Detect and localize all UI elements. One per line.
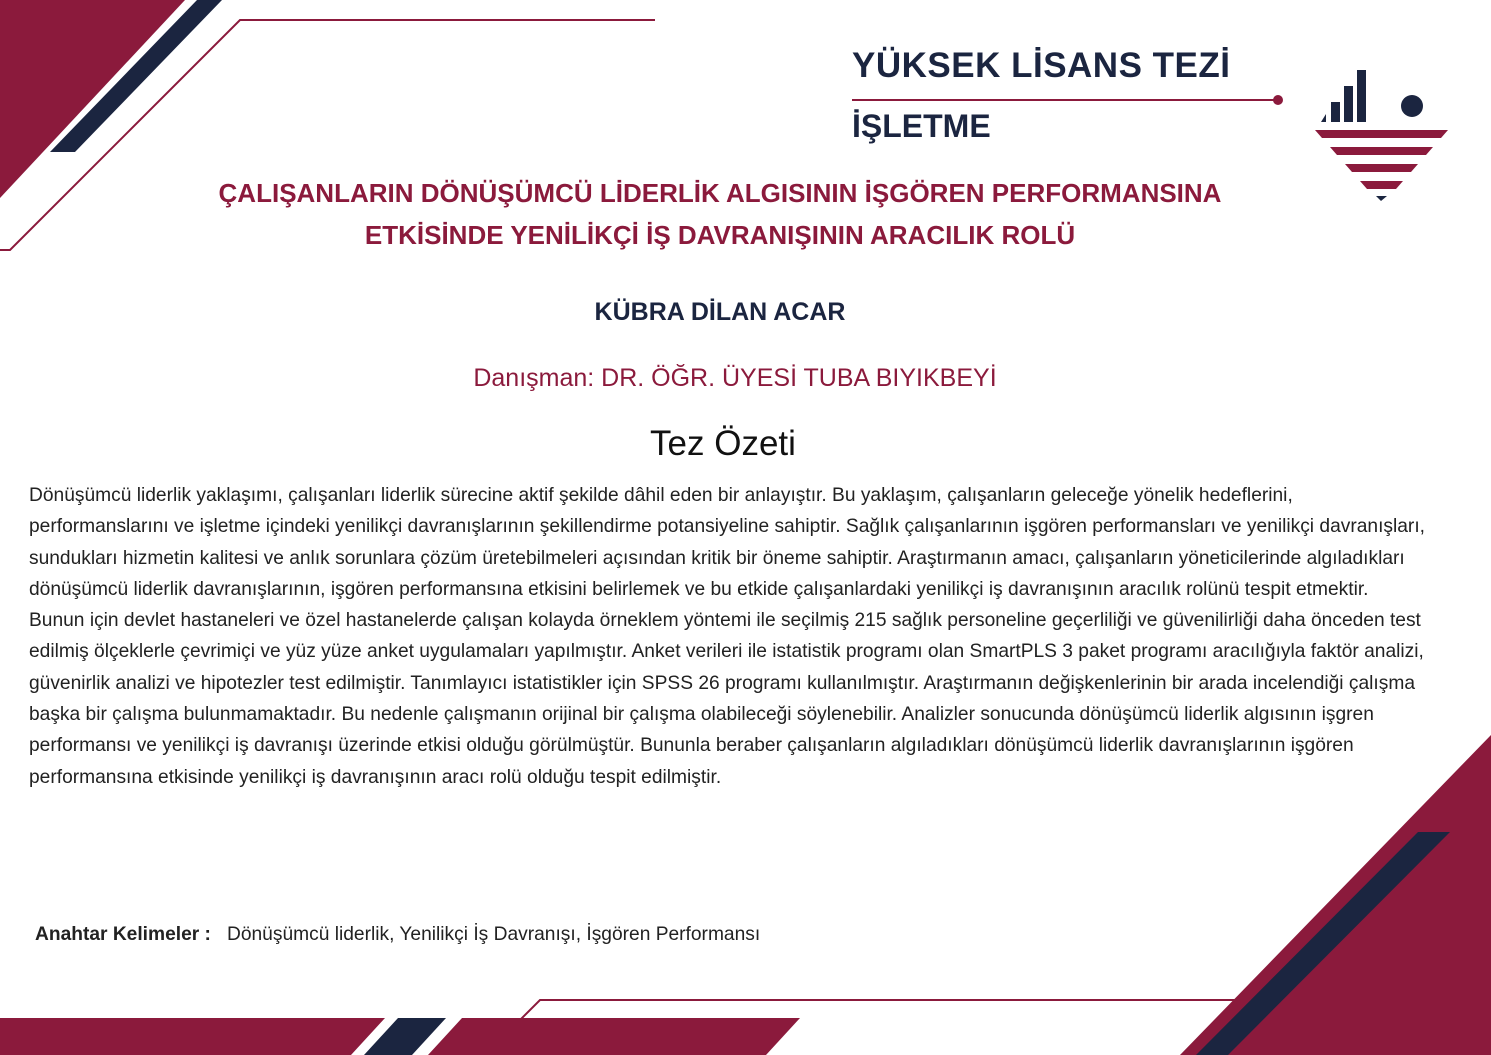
- band-bottom-middle: [428, 1018, 800, 1055]
- department: İŞLETME: [852, 108, 991, 144]
- thesis-title-line-1: ÇALIŞANLARIN DÖNÜŞÜMCÜ LİDERLİK ALGISININ İŞGÖREN PERFORMANSINA: [218, 178, 1222, 208]
- summary-body: Dönüşümcü liderlik yaklaşımı, çalışanları liderlik sürecine aktif şekilde dâhil eden bir anlayıştır. Bu yaklaşım, çalışanların geleceğe yönelik hedeflerini, performanslarını ve işletme içindeki yenilikçi davranışlarının şekillendirme potansiyeline sahiptir. Sağlık çalışanlarının işgören performansları ve yenilikçi davranışları, sundukları hizmetin kalitesi ve anlık sorunlara çözüm üretebilmeleri açısından kritik bir öneme sahiptir. Araştırmanın amacı, çalışanların yöneticilerinde algıladıkları dönüşümcü liderlik davranışlarının, işgören performansına etkisini belirlemek ve bu etkide çalışanlardaki yenilikçi iş davranışının aracılık rolünü tespit etmektir. Bunun için devlet hastaneleri ve özel hastanelerde çalışan kolayda örneklem yöntemi ile seçilmiş 215 sağlık personeline geçerliliği ve güvenilirliği daha önceden test edilmiş ölçeklerle çevrimiçi ve yüz yüze anket uygulamaları yapılmıştır. Anket verileri ile istatistik programı olan SmartPLS 3 paket programı aracılığıyla faktör analizi, güvenirlik analizi ve hipotezler test edilmiştir. Tanımlayıcı istatistikler için SPSS 26 programı kullanılmıştır. Araştırmanın değişkenlerinin bir arada incelendiği çalışma başka bir çalışma bulunmamaktadır. Bu nedenle çalışmanın orijinal bir çalışma olabileceği söylenebilir. Analizler sonucunda dönüşümcü liderlik algısının işgren performansı ve yenilikçi iş davranışı üzerinde etkisi olduğu görülmüştür. Bununla beraber çalışanların algıladıkları dönüşümcü liderlik davranışlarının işgören performansına etkisinde yenilikçi iş davranışının aracı rolü olduğu tespit edilmiştir.: [29, 485, 1425, 788]
- thesis-title-line-2: ETKİSİNDE YENİLİKÇİ İŞ DAVRANIŞININ ARACILIK ROLÜ: [364, 220, 1076, 250]
- author-name: KÜBRA DİLAN ACAR: [594, 298, 846, 326]
- band-bottom-left: [0, 1018, 385, 1055]
- keywords-label: Anahtar Kelimeler :: [35, 924, 211, 945]
- thesis-title: [60, 172, 1380, 256]
- advisor-name: Danışman: DR. ÖĞR. ÜYESİ TUBA BIYIKBEYİ: [473, 364, 997, 392]
- document-type: YÜKSEK LİSANS TEZİ: [852, 46, 1231, 85]
- keywords: [35, 924, 760, 946]
- summary-heading: Tez Özeti: [650, 424, 796, 463]
- header-underline-dot: [1273, 95, 1283, 105]
- keywords-value: Dönüşümcü liderlik, Yenilikçi İş Davranışı, İşgören Performansı: [226, 924, 761, 945]
